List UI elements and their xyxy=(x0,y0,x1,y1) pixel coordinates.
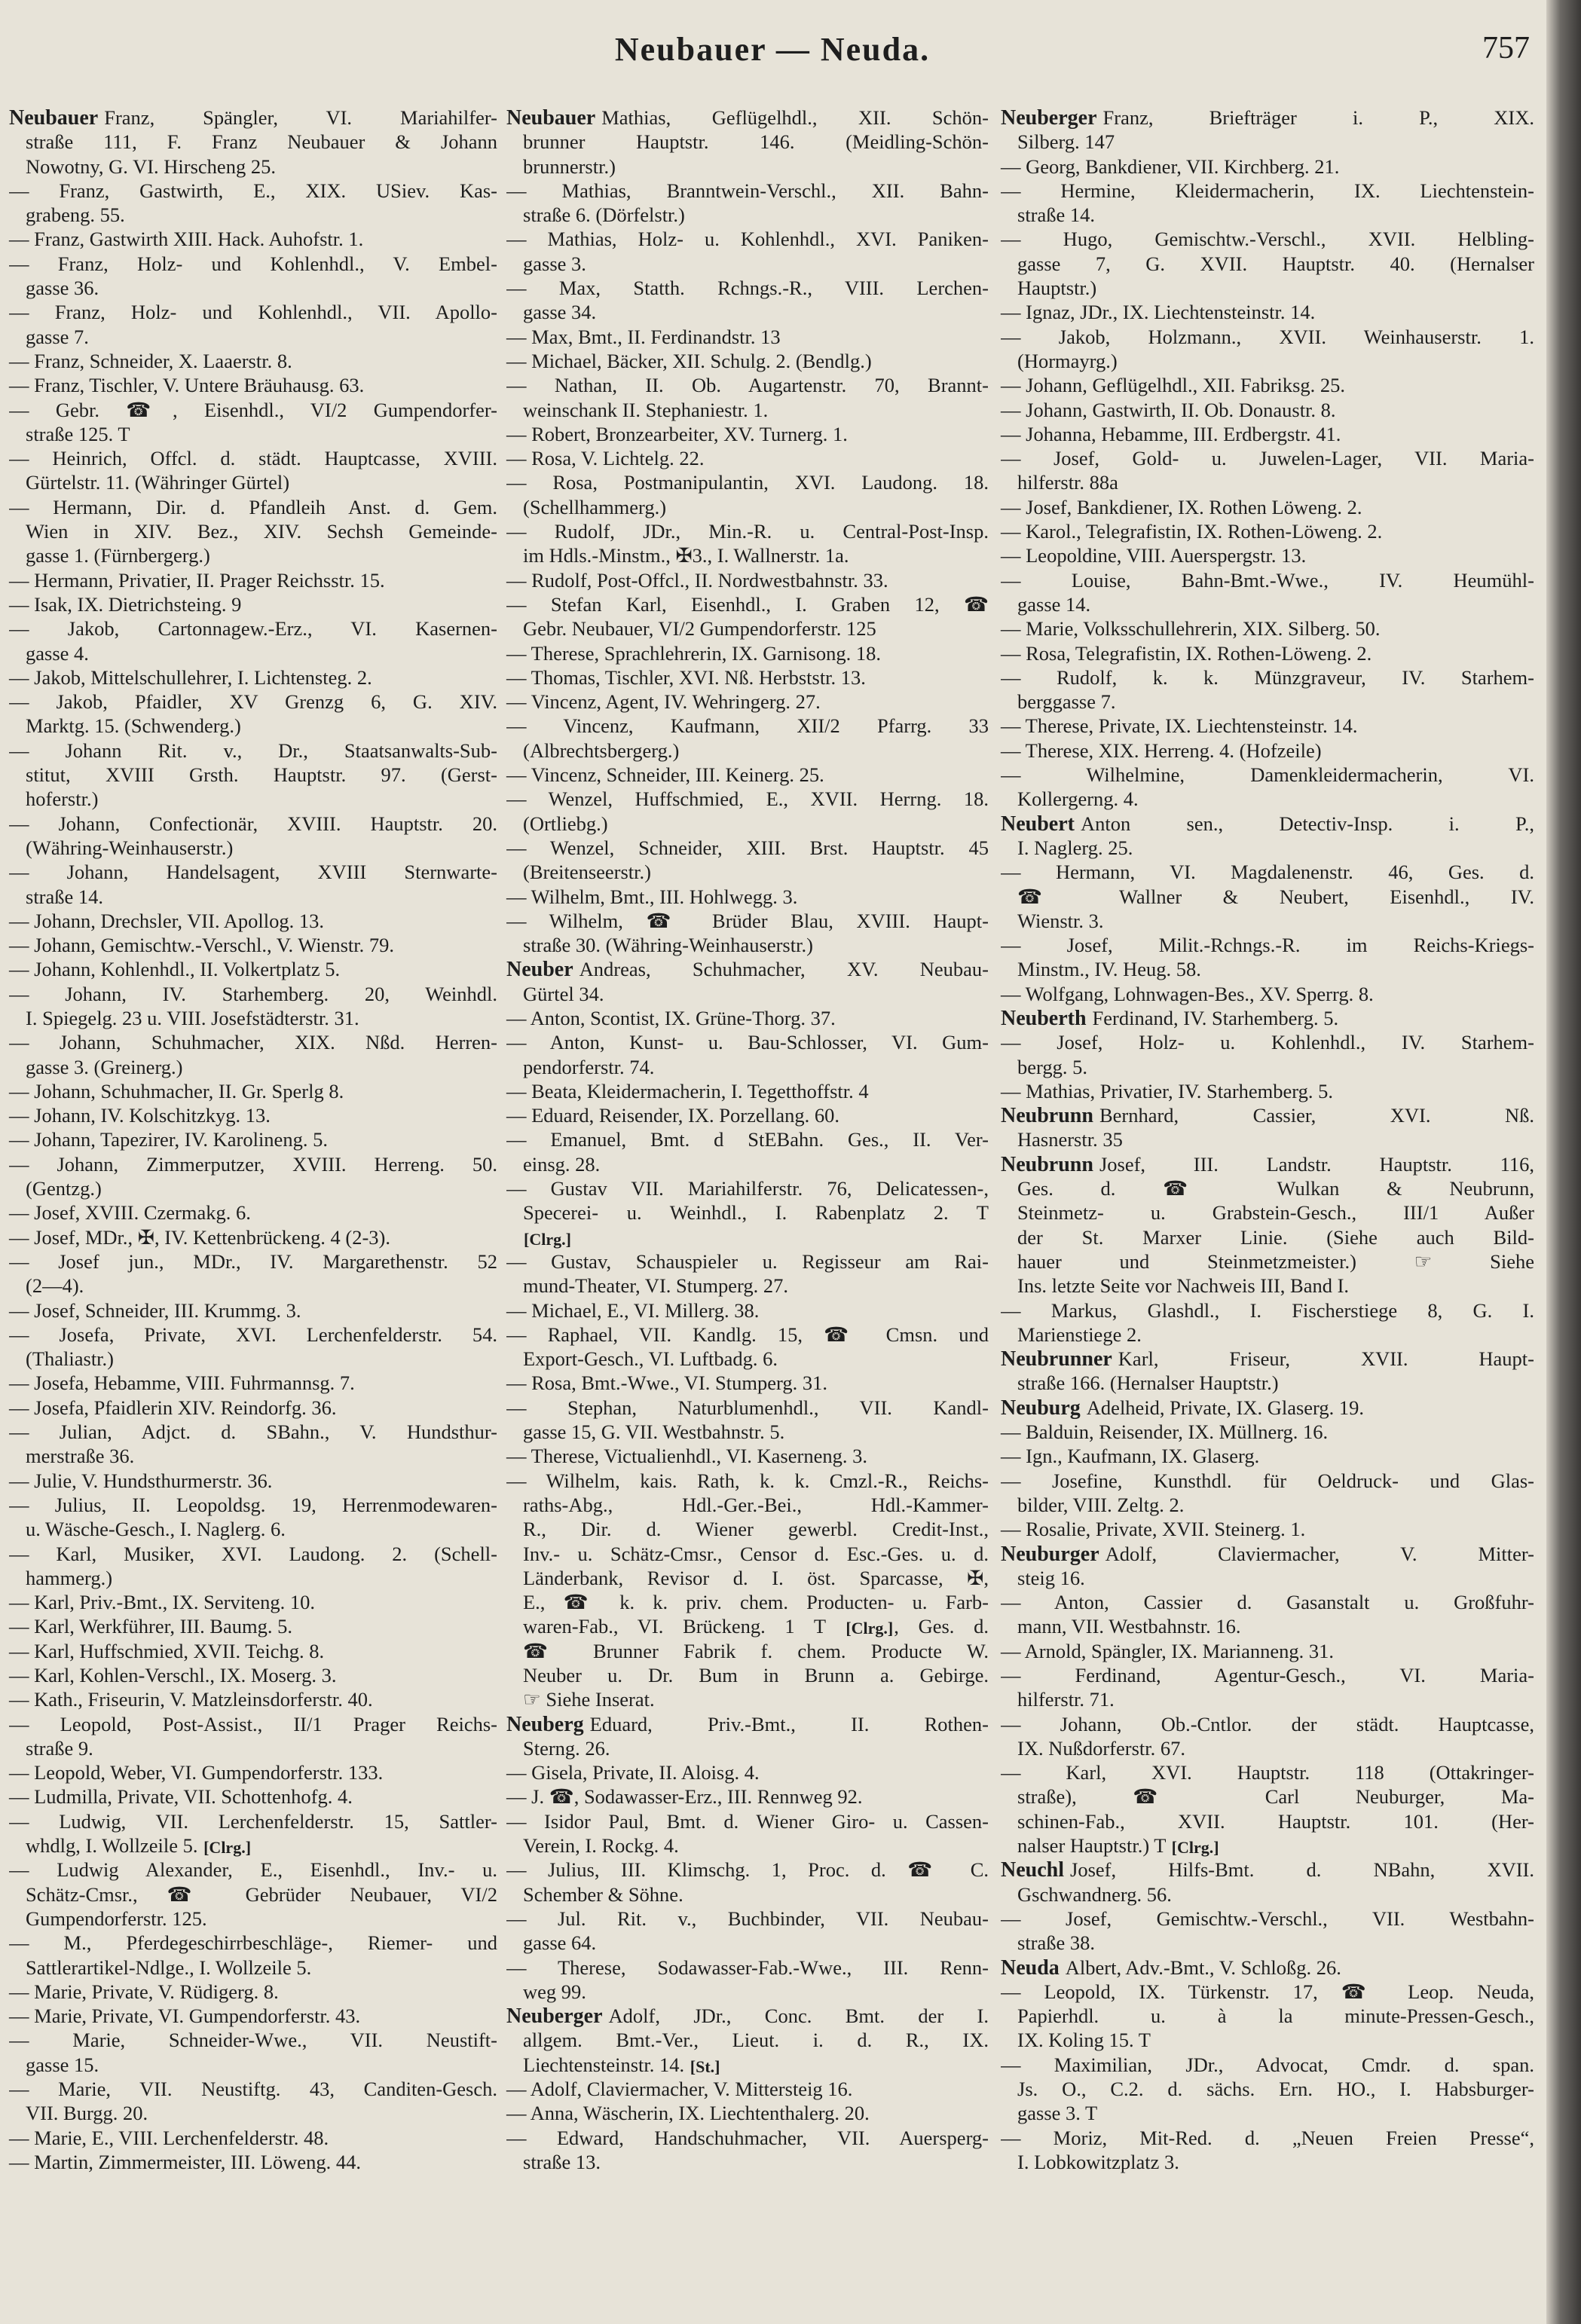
entry-line: gasse 15, G. VII. Westbahnstr. 5. xyxy=(523,1420,785,1444)
entry-line: — Franz, Tischler, V. Untere Bräuhausg. 63. xyxy=(9,374,365,397)
entry-line: R., Dir. d. Wiener gewerbl. Credit-Inst., xyxy=(523,1518,989,1541)
entry-line: ☎ Brunner Fabrik f. chem. Producte W. xyxy=(523,1639,989,1662)
entry-line: — Johann, IV. Starhemberg. 20, Weinhdl. xyxy=(9,982,497,1005)
entry-line: — Ignaz, JDr., IX. Liechtensteinstr. 14. xyxy=(1001,301,1316,324)
entry-line: im Hdls.-Minstm., ✠3., I. Wallnerstr. 1a. xyxy=(523,544,849,567)
entry-line: — Franz, Holz- und Kohlenhdl., V. Embel- xyxy=(9,252,497,275)
entry-line: straße 14. xyxy=(26,885,104,908)
entry-line: — Josef, Gemischtw.-Verschl., VII. Westbahn- xyxy=(1001,1907,1534,1930)
entry-line: steig 16. xyxy=(1017,1566,1085,1589)
entry-line: — Rosa, Telegrafistin, IX. Rothen-Löweng. 2. xyxy=(1001,641,1372,665)
entry-line: nalser Hauptstr.) T [Clrg.] xyxy=(1017,1834,1219,1858)
entry-line: brunnerstr.) xyxy=(523,154,616,178)
entry-line: hilferstr. 71. xyxy=(1017,1688,1115,1711)
page-number: 757 xyxy=(1482,31,1530,66)
entry-line: Neuber u. Dr. Bum in Brunn a. Gebirge. xyxy=(523,1664,989,1686)
entry-line: weinschank II. Stephaniestr. 1. xyxy=(523,398,769,421)
entry-line: — Therese, Sprachlehrerin, IX. Garnisong. 18. xyxy=(506,641,881,665)
entry-line: — Josef, Milit.-Rchngs.-R. im Reichs-Kriegs- xyxy=(1001,934,1534,957)
entry-line: straße 38. xyxy=(1017,1931,1096,1955)
entry-line: Schember & Söhne. xyxy=(523,1882,683,1906)
entry-line: — Josef, Bankdiener, IX. Rothen Löweng. 2. xyxy=(1001,495,1362,518)
surname: Neuberger xyxy=(1001,106,1097,130)
entry-line: — Anna, Wäscherin, IX. Liechtenthalerg. 20. xyxy=(506,2102,870,2125)
entry-line: — Jakob, Pfaidler, XV Grenzg 6, G. XIV. xyxy=(9,690,497,714)
entry-line: — Julian, Adjct. d. SBahn., V. Hundsthur- xyxy=(9,1420,497,1444)
entry-line: brunner Hauptstr. 146. (Meidling-Schön- xyxy=(523,130,989,154)
entry-line: gasse 7, G. XVII. Hauptstr. 40. (Hernalser xyxy=(1017,252,1534,275)
entry-line: Inv.- u. Schätz-Cmsr., Censor d. Esc.-Ges. u. d. xyxy=(523,1542,989,1565)
entry-line: — Johann, Zimmerputzer, XVIII. Herreng. 50. xyxy=(9,1152,497,1176)
entry-line: whdlg, I. Wollzeile 5. [Clrg.] xyxy=(26,1834,252,1858)
entry-line: — Wilhelm, Bmt., III. Hohlwegg. 3. xyxy=(506,885,798,908)
entry-line: — Johann Rit. v., Dr., Staatsanwalts-Sub- xyxy=(9,738,497,762)
entry-line: — Hugo, Gemischtw.-Verschl., XVII. Helbling- xyxy=(1001,228,1534,251)
entry-line: gasse 36. xyxy=(26,277,99,300)
surname: Neuberg xyxy=(506,1712,584,1736)
entry-line: straße 13. xyxy=(523,2150,601,2173)
entry-line: gasse 3. xyxy=(523,252,586,275)
entry-surname-line xyxy=(1001,1103,1534,1127)
entry-line: (Ortliebg.) xyxy=(523,812,608,835)
entry-line: bergg. 5. xyxy=(1017,1055,1087,1078)
entry-text: Mathias, Geflügelhdl., XII. Schön- xyxy=(601,106,989,129)
entry-line: — Edward, Handschuhmacher, VII. Auersperg- xyxy=(506,2126,989,2149)
entry-text: Adolf, JDr., Conc. Bmt. der I. xyxy=(608,2004,989,2028)
entry-line: hoferstr.) xyxy=(26,787,99,811)
entry-line: — Leopold, Weber, VI. Gumpendorferstr. 133. xyxy=(9,1761,384,1784)
entry-line: — Ferdinand, Agentur-Gesch., VI. Maria- xyxy=(1001,1664,1534,1686)
entry-line: — Jakob, Mittelschullehrer, I. Lichtensteg. 2. xyxy=(9,665,372,689)
entry-line: Gschwandnerg. 56. xyxy=(1017,1882,1172,1906)
entry-line: Schätz-Cmsr., ☎ Gebrüder Neubauer, VI/2 xyxy=(26,1882,497,1906)
entry-line: I. Lobkowitzplatz 3. xyxy=(1017,2150,1179,2173)
entry-line: — Marie, E., VIII. Lerchenfelderstr. 48. xyxy=(9,2126,329,2149)
entry-text: Anton sen., Detectiv-Insp. i. P., xyxy=(1080,812,1534,835)
entry-line: — Johann, Handelsagent, XVIII Sternwarte- xyxy=(9,861,497,884)
entry-line: — Josef, Gold- u. Juwelen-Lager, VII. Maria- xyxy=(1001,447,1534,470)
entry-line: — Wenzel, Schneider, XIII. Brst. Hauptstr. 45 xyxy=(506,836,989,859)
entry-line: — Raphael, VII. Kandlg. 15, ☎ Cmsn. und xyxy=(506,1323,989,1346)
entry-line: — Stephan, Naturblumenhdl., VII. Kandl- xyxy=(506,1396,989,1419)
surname: Neubauer xyxy=(9,106,99,130)
entry-line: Sterng. 26. xyxy=(523,1736,610,1760)
entry-line: — Julius, III. Klimschg. 1, Proc. d. ☎ C. xyxy=(506,1858,989,1882)
entry-line: grabeng. 55. xyxy=(26,203,125,227)
entry-line: — Rosa, Postmanipulantin, XVI. Laudong. 18. xyxy=(506,471,989,494)
entry-line: stitut, XVIII Grsth. Hauptstr. 97. (Gerst- xyxy=(26,763,497,787)
running-header xyxy=(0,30,1545,75)
entry-text: Adelheid, Private, IX. Glaserg. 19. xyxy=(1086,1396,1365,1419)
entry-line: — Michael, E., VI. Millerg. 38. xyxy=(506,1298,760,1322)
entry-line: — Karl, Werkführer, III. Baumg. 5. xyxy=(9,1615,293,1638)
entry-line: — J. ☎, Sodawasser-Erz., III. Rennweg 92. xyxy=(506,1785,863,1809)
entry-line: gasse 4. xyxy=(26,641,89,665)
entry-line: ☞ Siehe Inserat. xyxy=(523,1688,655,1711)
entry-line: — Marie, Schneider-Wwe., VII. Neustift- xyxy=(9,2029,497,2052)
entry-line: (2—4). xyxy=(26,1274,84,1298)
entry-text: Josef, III. Landstr. Hauptstr. 116, xyxy=(1099,1152,1534,1176)
entry-line: — Karol., Telegrafistin, IX. Rothen-Löweng. 2. xyxy=(1001,520,1383,543)
entry-line: waren-Fab., VI. Brückeng. 1 T [Clrg.], Ges. d. xyxy=(523,1615,989,1638)
entry-line: straße 125. T xyxy=(26,422,130,445)
entry-line: — Rudolf, JDr., Min.-R. u. Central-Post-Insp. xyxy=(506,520,989,543)
entry-line: gasse 7. xyxy=(26,325,89,348)
directory-column-1 xyxy=(9,105,497,2174)
entry-text: Franz, Spängler, VI. Mariahilfer- xyxy=(104,106,497,129)
entry-line: — Franz, Holz- und Kohlenhdl., VII. Apollo- xyxy=(9,301,497,324)
entry-line: schinen-Fab., XVII. Hauptstr. 101. (Her- xyxy=(1017,1809,1534,1833)
entry-line: mann, VII. Westbahnstr. 16. xyxy=(1017,1615,1241,1638)
entry-line: — Thomas, Tischler, XVI. Nß. Herbststr. 13. xyxy=(506,665,866,689)
entry-line: — Karl, Kohlen-Verschl., IX. Moserg. 3. xyxy=(9,1664,337,1686)
entry-line: — Johann, Confectionär, XVIII. Hauptstr. 20. xyxy=(9,812,497,835)
entry-line: Marienstiege 2. xyxy=(1017,1323,1142,1346)
entry-line: E., ☎ k. k. priv. chem. Producten- u. Farb- xyxy=(523,1591,989,1614)
entry-line: (Breitenseerstr.) xyxy=(523,861,651,884)
entry-line: Gürtel 34. xyxy=(523,982,604,1005)
entry-line: — Hermine, Kleidermacherin, IX. Liechtenstein- xyxy=(1001,179,1534,202)
entry-line: — Leopold, Post-Assist., II/1 Prager Reichs- xyxy=(9,1712,497,1735)
entry-line: — Josef, Holz- u. Kohlenhdl., IV. Starhem- xyxy=(1001,1031,1534,1054)
entry-line: — Michael, Bäcker, XII. Schulg. 2. (Bendlg.) xyxy=(506,349,872,372)
entry-line: — Johann, Gastwirth, II. Ob. Donaustr. 8. xyxy=(1001,398,1336,421)
entry-line: — Johann, IV. Kolschitzkyg. 13. xyxy=(9,1104,271,1127)
entry-line: raths-Abg., Hdl.-Ger.-Bei., Hdl.-Kammer- xyxy=(523,1493,989,1516)
entry-line: — Beata, Kleidermacherin, I. Tegetthoffstr. 4 xyxy=(506,1079,869,1102)
entry-line: Ges. d. ☎ Wulkan & Neubrunn, xyxy=(1017,1177,1534,1200)
entry-line: Wien in XIV. Bez., XIV. Sechsh Gemeinde- xyxy=(26,520,497,543)
entry-line: — Isak, IX. Dietrichsteing. 9 xyxy=(9,592,242,616)
entry-line: — Marie, Private, V. Rüdigerg. 8. xyxy=(9,1980,279,2003)
entry-line: — Markus, Glashdl., I. Fischerstiege 8, G. I. xyxy=(1001,1298,1534,1322)
entry-line: — Ign., Kaufmann, IX. Glaserg. xyxy=(1001,1445,1260,1468)
entry-surname-line xyxy=(1001,1542,1534,1566)
entry-line: gasse 1. (Fürnbergerg.) xyxy=(26,544,210,567)
entry-line: — Karl, XVI. Hauptstr. 118 (Ottakringer- xyxy=(1001,1761,1534,1784)
entry-line: — Ludwig, VII. Lerchenfelderstr. 15, Sattler- xyxy=(9,1809,497,1833)
surname: Neubrunn xyxy=(1001,1104,1093,1128)
entry-line: (Schellhammerg.) xyxy=(523,495,667,518)
entry-line: — Georg, Bankdiener, VII. Kirchberg. 21. xyxy=(1001,154,1340,178)
entry-line: — Adolf, Claviermacher, V. Mittersteig 16. xyxy=(506,2078,853,2101)
entry-line: gasse 3. T xyxy=(1017,2102,1098,2125)
entry-line: — Karl, Priv.-Bmt., IX. Serviteng. 10. xyxy=(9,1591,316,1614)
entry-line: — Rosa, Bmt.-Wwe., VI. Stumperg. 31. xyxy=(506,1371,827,1395)
entry-line: Gebr. Neubauer, VI/2 Gumpendorferstr. 125 xyxy=(523,617,876,641)
entry-text: Eduard, Priv.-Bmt., II. Rothen- xyxy=(589,1712,989,1735)
entry-line: — Balduin, Reisender, IX. Müllnerg. 16. xyxy=(1001,1420,1329,1444)
entry-line: Ins. letzte Seite vor Nachweis III, Band I. xyxy=(1017,1274,1350,1298)
entry-line: — Martin, Zimmermeister, III. Löweng. 44. xyxy=(9,2150,361,2173)
entry-line: — Johann, Schuhmacher, XIX. Nßd. Herren- xyxy=(9,1031,497,1054)
entry-line: Nowotny, G. VI. Hirscheng 25. xyxy=(26,154,276,178)
entry-surname-line xyxy=(1001,1956,1534,1980)
surname: Neuberth xyxy=(1001,1006,1087,1030)
entry-line: — Stefan Karl, Eisenhdl., I. Graben 12, ☎ xyxy=(506,592,989,616)
entry-line: — Nathan, II. Ob. Augartenstr. 70, Brannt- xyxy=(506,374,989,397)
entry-line: — Wilhelmine, Damenkleidermacherin, VI. xyxy=(1001,763,1534,787)
entry-line: — Johanna, Hebamme, III. Erdbergstr. 41. xyxy=(1001,422,1341,445)
entry-line: (Thaliastr.) xyxy=(26,1347,114,1371)
entry-line: — Marie, Volksschullehrerin, XIX. Silberg. 50. xyxy=(1001,617,1381,641)
entry-line: Hasnerstr. 35 xyxy=(1017,1128,1123,1151)
entry-line: — Julius, II. Leopoldsg. 19, Herrenmodewaren- xyxy=(9,1493,497,1516)
entry-line: der St. Marxer Linie. (Siehe auch Bild- xyxy=(1017,1225,1534,1249)
entry-line: — Max, Bmt., II. Ferdinandstr. 13 xyxy=(506,325,781,348)
entry-line: — Hermann, Privatier, II. Prager Reichsstr. 15. xyxy=(9,568,385,592)
abbreviation-box: [St.] xyxy=(690,2056,720,2076)
directory-column-2 xyxy=(506,105,989,2174)
surname: Neuchl xyxy=(1001,1858,1064,1882)
entry-line: — Leopoldine, VIII. Auerspergstr. 13. xyxy=(1001,544,1307,567)
entry-line: — Isidor Paul, Bmt. d. Wiener Giro- u. Cassen- xyxy=(506,1809,989,1833)
entry-surname-line xyxy=(1001,1396,1534,1420)
entry-line: — Josefine, Kunsthdl. für Oeldruck- und Glas- xyxy=(1001,1469,1534,1492)
entry-line: — Wolfgang, Lohnwagen-Bes., XV. Sperrg. 8. xyxy=(1001,982,1374,1005)
entry-line: bilder, VIII. Zeltg. 2. xyxy=(1017,1493,1185,1516)
entry-line: straße 6. (Dörfelstr.) xyxy=(523,203,685,227)
entry-line: — Louise, Bahn-Bmt.-Wwe., IV. Heumühl- xyxy=(1001,568,1534,592)
entry-line: — Therese, Private, IX. Liechtensteinstr. 14. xyxy=(1001,714,1358,738)
entry-line: — Max, Statth. Rchngs.-R., VIII. Lerchen- xyxy=(506,277,989,300)
entry-line: — Rosa, V. Lichtelg. 22. xyxy=(506,447,705,470)
surname: Neuber xyxy=(506,958,573,982)
entry-surname-line xyxy=(9,105,497,130)
entry-surname-line xyxy=(1001,812,1534,836)
entry-line: straße 30. (Währing-Weinhauserstr.) xyxy=(523,934,813,957)
entry-line: — Wenzel, Huffschmied, E., XVII. Herrng. 18. xyxy=(506,787,989,811)
entry-line: — Leopold, IX. Türkenstr. 17, ☎ Leop. Neuda, xyxy=(1001,1980,1534,2003)
entry-line: — Vincenz, Agent, IV. Wehringerg. 27. xyxy=(506,690,821,714)
entry-line: — Therese, Sodawasser-Fab.-Wwe., III. Renn- xyxy=(506,1956,989,1979)
entry-line: — Jul. Rit. v., Buchbinder, VII. Neubau- xyxy=(506,1907,989,1930)
entry-line: — Josef, XVIII. Czermakg. 6. xyxy=(9,1201,251,1225)
entry-line: — Marie, VII. Neustiftg. 43, Canditen-Gesch. xyxy=(9,2078,497,2101)
surname: Neuda xyxy=(1001,1956,1060,1980)
abbreviation-box: [Clrg.] xyxy=(524,1229,571,1249)
entry-line: — Heinrich, Offcl. d. städt. Hauptcasse, XVIII. xyxy=(9,447,497,470)
entry-line: — Josef, MDr., ✠, IV. Kettenbrückeng. 4 (2-3). xyxy=(9,1225,390,1249)
entry-line: (Albrechtsbergerg.) xyxy=(523,738,680,762)
entry-line: Hauptstr.) xyxy=(1017,277,1097,300)
entry-text: Adolf, Claviermacher, V. Mitter- xyxy=(1105,1542,1534,1565)
entry-line: — Rudolf, Post-Offcl., II. Nordwestbahnstr. 33. xyxy=(506,568,888,592)
entry-line: — Anton, Kunst- u. Bau-Schlosser, VI. Gum- xyxy=(506,1031,989,1054)
entry-line: — Emanuel, Bmt. d StEBahn. Ges., II. Ver- xyxy=(506,1128,989,1151)
entry-line: Export-Gesch., VI. Luftbadg. 6. xyxy=(523,1347,778,1371)
entry-line: hammerg.) xyxy=(26,1566,113,1589)
entry-line: Specerei- u. Weinhdl., I. Rabenplatz 2. T xyxy=(523,1201,989,1225)
entry-line: — Johann, Drechsler, VII. Apollog. 13. xyxy=(9,909,324,932)
entry-line: IX. Koling 15. T xyxy=(1017,2029,1151,2052)
entry-line: I. Spiegelg. 23 u. VIII. Josefstädterstr. 31. xyxy=(26,1006,359,1029)
entry-line: Länderbank, Revisor d. I. öst. Sparcasse, ✠, xyxy=(523,1566,989,1589)
entry-line: allgem. Bmt.-Ver., Lieut. i. d. R., IX. xyxy=(523,2029,989,2052)
entry-line: IX. Nußdorferstr. 67. xyxy=(1017,1736,1185,1760)
entry-line: straße 14. xyxy=(1017,203,1096,227)
entry-line: straße 111, F. Franz Neubauer & Johann xyxy=(26,130,497,154)
entry-line: — Hermann, Dir. d. Pfandleih Anst. d. Gem. xyxy=(9,495,497,518)
entry-text: Josef, Hilfs-Bmt. d. NBahn, XVII. xyxy=(1070,1858,1534,1882)
entry-line: Wienstr. 3. xyxy=(1017,909,1104,932)
entry-line: — Eduard, Reisender, IX. Porzellang. 60. xyxy=(506,1104,839,1127)
entry-line: — Maximilian, JDr., Advocat, Cmdr. d. span. xyxy=(1001,2053,1534,2076)
entry-surname-line xyxy=(1001,1347,1534,1371)
entry-line: — Johann, Geflügelhdl., XII. Fabriksg. 25. xyxy=(1001,374,1346,397)
entry-text: Franz, Briefträger i. P., XIX. xyxy=(1102,106,1534,129)
entry-line: — Josefa, Pfaidlerin XIV. Reindorfg. 36. xyxy=(9,1396,337,1419)
entry-surname-line xyxy=(1001,1152,1534,1176)
entry-line: — Vincenz, Kaufmann, XII/2 Pfarrg. 33 xyxy=(506,714,989,738)
entry-line: hauer und Steinmetzmeister.) ☞ Siehe xyxy=(1017,1249,1534,1273)
entry-line: — Moriz, Mit-Red. d. „Neuen Freien Presse“, xyxy=(1001,2126,1534,2149)
entry-line: — Johann, Kohlenhdl., II. Volkertplatz 5. xyxy=(9,958,341,981)
entry-line: — Mathias, Holz- u. Kohlenhdl., XVI. Paniken- xyxy=(506,228,989,251)
entry-line: Silberg. 147 xyxy=(1017,130,1115,154)
entry-surname-line xyxy=(1001,105,1534,130)
entry-line: — Julie, V. Hundsthurmerstr. 36. xyxy=(9,1469,273,1492)
entry-line: — Hermann, VI. Magdalenenstr. 46, Ges. d. xyxy=(1001,861,1534,884)
entry-line: einsg. 28. xyxy=(523,1152,601,1176)
entry-line: — Mathias, Privatier, IV. Starhemberg. 5. xyxy=(1001,1079,1334,1102)
entry-line: Js. O., C.2. d. sächs. Ern. HO., I. Habsburger- xyxy=(1017,2078,1534,2101)
entry-line: — Marie, Private, VI. Gumpendorferstr. 43. xyxy=(9,2004,361,2028)
entry-line: straße 166. (Hernalser Hauptstr.) xyxy=(1017,1371,1279,1395)
entry-line: Kollergerng. 4. xyxy=(1017,787,1139,811)
entry-line: gasse 64. xyxy=(523,1931,597,1955)
entry-line: ☎ Wallner & Neubert, Eisenhdl., IV. xyxy=(1017,885,1534,908)
entry-line: — Ludmilla, Private, VII. Schottenhofg. 4. xyxy=(9,1785,353,1809)
entry-text: Ferdinand, IV. Starhemberg. 5. xyxy=(1092,1006,1339,1029)
entry-line: — Franz, Schneider, X. Laaerstr. 8. xyxy=(9,349,292,372)
entry-line: — Gisela, Private, II. Aloisg. 4. xyxy=(506,1761,760,1784)
entry-line: Marktg. 15. (Schwenderg.) xyxy=(26,714,241,738)
entry-line: — Wilhelm, kais. Rath, k. k. Cmzl.-R., Reichs- xyxy=(506,1469,989,1492)
entry-line: — Jakob, Holzmann., XVII. Weinhauserstr. 1. xyxy=(1001,325,1534,348)
surname: Neubrunner xyxy=(1001,1347,1112,1371)
entry-line: — Karl, Huffschmied, XVII. Teichg. 8. xyxy=(9,1639,325,1662)
entry-line: — Josef, Schneider, III. Krummg. 3. xyxy=(9,1298,301,1322)
surname: Neuberger xyxy=(506,2004,603,2029)
entry-line: straße 9. xyxy=(26,1736,93,1760)
entry-surname-line xyxy=(506,105,989,130)
entry-line: hilferstr. 88a xyxy=(1017,471,1118,494)
entry-line: — Kath., Friseurin, V. Matzleinsdorferstr. 40. xyxy=(9,1688,373,1711)
entry-line: Gürtelstr. 11. (Währinger Gürtel) xyxy=(26,471,290,494)
entry-line xyxy=(506,1225,989,1249)
entry-line: u. Wäsche-Gesch., I. Naglerg. 6. xyxy=(26,1518,286,1541)
entry-line: merstraße 36. xyxy=(26,1445,135,1468)
entry-line: (Gentzg.) xyxy=(26,1177,102,1200)
entry-surname-line xyxy=(1001,1006,1534,1030)
entry-text: Karl, Friseur, XVII. Haupt- xyxy=(1118,1347,1534,1371)
entry-line: — Robert, Bronzearbeiter, XV. Turnerg. 1. xyxy=(506,422,848,445)
entry-line: (Währing-Weinhauserstr.) xyxy=(26,836,234,859)
entry-line: — Rudolf, k. k. Münzgraveur, IV. Starhem- xyxy=(1001,665,1534,689)
entry-line: — Josefa, Hebamme, VIII. Fuhrmannsg. 7. xyxy=(9,1371,355,1395)
entry-line: — Johann, Schuhmacher, II. Gr. Sperlg 8. xyxy=(9,1079,344,1102)
entry-line: berggasse 7. xyxy=(1017,690,1116,714)
entry-line: Minstm., IV. Heug. 58. xyxy=(1017,958,1201,981)
abbreviation-box: [Clrg.] xyxy=(1171,1838,1219,1857)
entry-line: Steinmetz- u. Grabstein-Gesch., III/1 Außer xyxy=(1017,1201,1534,1225)
entry-line: — Gebr. ☎, Eisenhdl., VI/2 Gumpendorfer- xyxy=(9,398,497,421)
entry-line: — Vincenz, Schneider, III. Keinerg. 25. xyxy=(506,763,824,787)
entry-line: — Gustav, Schauspieler u. Regisseur am Rai- xyxy=(506,1249,989,1273)
entry-line: — Johann, Tapezirer, IV. Karolineng. 5. xyxy=(9,1128,328,1151)
entry-line: mund-Theater, VI. Stumperg. 27. xyxy=(523,1274,788,1298)
entry-line: — Ludwig Alexander, E., Eisenhdl., Inv.- u. xyxy=(9,1858,497,1882)
entry-line: — Mathias, Branntwein-Verschl., XII. Bahn- xyxy=(506,179,989,202)
entry-line: — Karl, Musiker, XVI. Laudong. 2. (Schell- xyxy=(9,1542,497,1565)
entry-line: (Hormayrg.) xyxy=(1017,349,1118,372)
entry-line: Liechtensteinstr. 14. [St.] xyxy=(523,2053,720,2076)
surname: Neubrunn xyxy=(1001,1152,1093,1176)
entry-line: — Rosalie, Private, XVII. Steinerg. 1. xyxy=(1001,1518,1306,1541)
page-title: Neubauer — Neuda. xyxy=(614,31,931,68)
surname: Neubauer xyxy=(506,106,596,130)
entry-line: — Arnold, Spängler, IX. Mariannеng. 31. xyxy=(1001,1639,1334,1662)
entry-line: weg 99. xyxy=(523,1980,586,2003)
entry-line: — Josef jun., MDr., IV. Margarethenstr. 52 xyxy=(9,1249,497,1273)
surname: Neubert xyxy=(1001,812,1075,836)
entry-line: — Jakob, Cartonnagew.-Erz., VI. Kasernen- xyxy=(9,617,497,641)
entry-line: — M., Pferdegeschirrbeschläge-, Riemer- und xyxy=(9,1931,497,1955)
entry-surname-line xyxy=(506,2004,989,2028)
surname: Neuburg xyxy=(1001,1396,1081,1420)
abbreviation-box: [Clrg.] xyxy=(846,1619,894,1638)
entry-line: pendorferstr. 74. xyxy=(523,1055,655,1078)
entry-line: — Gustav VII. Mariahilferstr. 76, Delicatessen-, xyxy=(506,1177,989,1200)
entry-line: gasse 34. xyxy=(523,301,597,324)
entry-line: — Therese, Victualienhdl., VI. Kaserneng. 3. xyxy=(506,1445,867,1468)
entry-line: — Therese, XIX. Herreng. 4. (Hofzeile) xyxy=(1001,738,1322,762)
entry-line: — Wilhelm, ☎ Brüder Blau, XVIII. Haupt- xyxy=(506,909,989,932)
directory-column-3 xyxy=(1001,105,1534,2174)
entry-line: Gumpendorferstr. 125. xyxy=(26,1907,207,1930)
entry-line: I. Naglerg. 25. xyxy=(1017,836,1133,859)
entry-line: Verein, I. Rockg. 4. xyxy=(523,1834,679,1858)
entry-text: Andreas, Schuhmacher, XV. Neubau- xyxy=(579,958,989,981)
entry-text: Bernhard, Cassier, XVI. Nß. xyxy=(1099,1104,1534,1127)
entry-line: — Johann, Gemischtw.-Verschl., V. Wienstr. 79. xyxy=(9,934,394,957)
entry-line: gasse 15. xyxy=(26,2053,99,2076)
entry-line: — Anton, Cassier d. Gasanstalt u. Großfuhr- xyxy=(1001,1591,1534,1614)
entry-surname-line xyxy=(506,1712,989,1736)
entry-surname-line xyxy=(1001,1858,1534,1882)
entry-line: — Josefa, Private, XVI. Lerchenfelderstr. 54. xyxy=(9,1323,497,1346)
entry-line: gasse 14. xyxy=(1017,592,1091,616)
page-edge-shadow xyxy=(1546,0,1581,2324)
surname: Neuburger xyxy=(1001,1542,1099,1566)
entry-line: VII. Burgg. 20. xyxy=(26,2102,148,2125)
abbreviation-box: [Clrg.] xyxy=(203,1838,252,1857)
entry-line: — Anton, Scontist, IX. Grüne-Thorg. 37. xyxy=(506,1006,836,1029)
entry-line: — Franz, Gastwirth, E., XIX. USiev. Kas- xyxy=(9,179,497,202)
entry-text: Albert, Adv.-Bmt., V. Schloßg. 26. xyxy=(1065,1956,1341,1979)
entry-surname-line xyxy=(506,957,989,981)
entry-line: straße), ☎ Carl Neuburger, Ma- xyxy=(1017,1785,1534,1809)
entry-line: gasse 3. (Greinerg.) xyxy=(26,1055,183,1078)
entry-line: Papierhdl. u. à la minute-Pressen-Gesch., xyxy=(1017,2004,1534,2028)
entry-line: Sattlerartikel-Ndlge., I. Wollzeile 5. xyxy=(26,1956,312,1979)
entry-line: — Johann, Ob.-Cntlor. der städt. Hauptcasse, xyxy=(1001,1712,1534,1735)
entry-line: — Franz, Gastwirth XIII. Hack. Auhofstr. 1. xyxy=(9,228,364,251)
